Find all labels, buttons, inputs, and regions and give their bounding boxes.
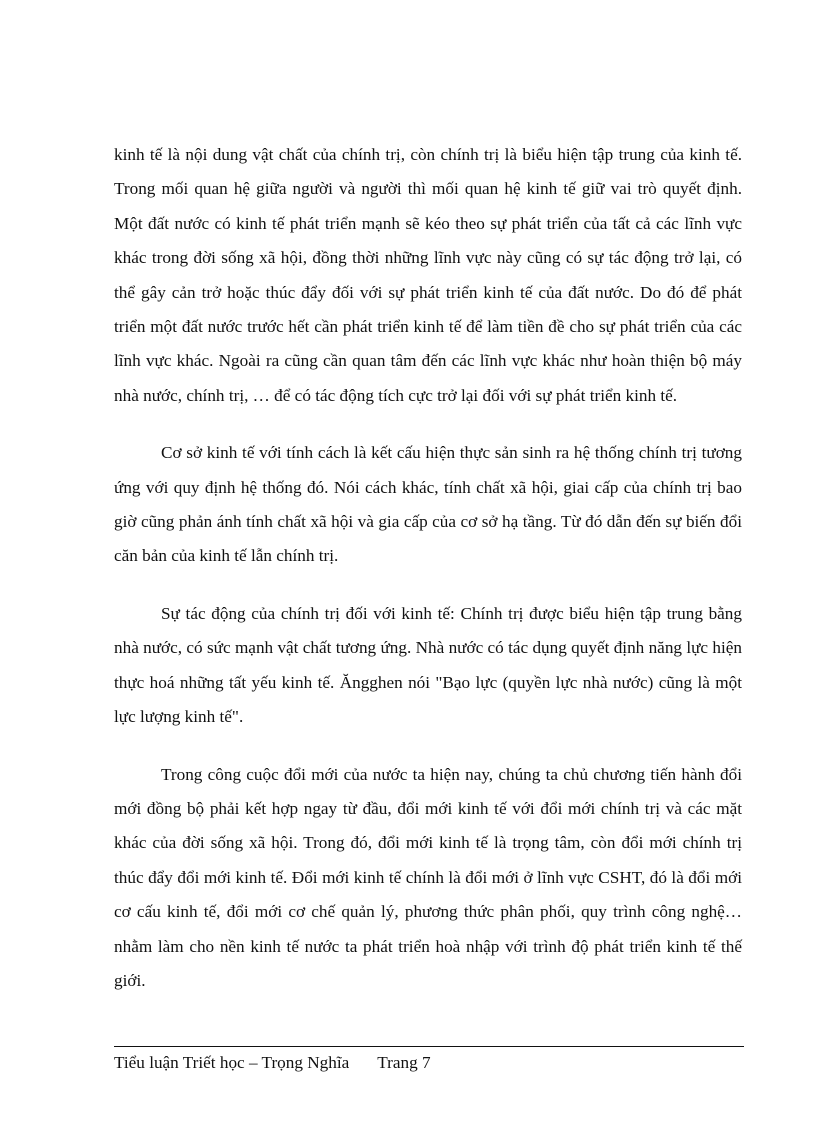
footer-title: Tiểu luận Triết học – Trọng Nghĩa: [114, 1053, 350, 1072]
paragraph-1: kinh tế là nội dung vật chất của chính trị, còn chính trị là biểu hiện tập trung của kinh tế. Trong mối quan hệ giữa người và người thì mối quan hệ kinh tế giữ vai trò quyết định. Một đất nước có kinh tế phát triển mạnh sẽ kéo theo sự phát triển của tất cả các lĩnh vực khác trong đời sống xã hội, đồng thời những lĩnh vực này cũng có sự tác động trở lại, có thể gây cản trở hoặc thúc đẩy đối với sự phát triển kinh tế của đất nước. Do đó để phát triển một đất nước trước hết cần phát triển kinh tế để làm tiền đề cho sự phát triển của các lĩnh vực khác. Ngoài ra cũng cần quan tâm đến các lĩnh vực khác như hoàn thiện bộ máy nhà nước, chính trị, … để có tác động tích cực trở lại đối với sự phát triển kinh tế.: [114, 145, 742, 405]
paragraph-2: Cơ sở kinh tế với tính cách là kết cấu hiện thực sản sinh ra hệ thống chính trị tương ứng với quy định hệ thống đó. Nói cách khác, tính chất xã hội, giai cấp của chính trị bao giờ cũng phản ánh tính chất xã hội và gia cấp của cơ sở hạ tầng. Từ đó dẫn đến sự biến đổi căn bản của kinh tế lẫn chính trị.: [114, 443, 742, 566]
footer-divider: [114, 1046, 744, 1047]
page-number: Trang 7: [377, 1053, 431, 1072]
paragraph-3: Sự tác động của chính trị đối với kinh tế: Chính trị được biểu hiện tập trung bằng nhà nước, có sức mạnh vật chất tương ứng. Nhà nước có tác dụng quyết định năng lực hiện thực hoá những tất yếu kinh tế. Ăngghen nói "Bạo lực (quyền lực nhà nước) cũng là một lực lượng kinh tế".: [114, 603, 742, 727]
paragraph-4: Trong công cuộc đổi mới của nước ta hiện nay, chúng ta chủ chương tiến hành đổi mới đồng bộ phải kết hợp ngay từ đầu, đổi mới kinh tế với đổi mới chính trị và các mặt khác của đời sống xã hội. Trong đó, đổi mới kinh tế là trọng tâm, còn đổi mới chính trị thúc đẩy đổi mới kinh tế. Đổi mới kinh tế chính là đổi mới ở lĩnh vực CSHT, đó là đổi mới cơ cấu kinh tế, đổi mới cơ chế quản lý, phương thức phân phối, quy trình công nghệ…nhằm làm cho nền kinh tế nước ta phát triển hoà nhập với trình độ phát triển kinh tế thế giới.: [114, 764, 742, 990]
page-footer: [114, 1050, 431, 1076]
body-text: [114, 138, 742, 998]
